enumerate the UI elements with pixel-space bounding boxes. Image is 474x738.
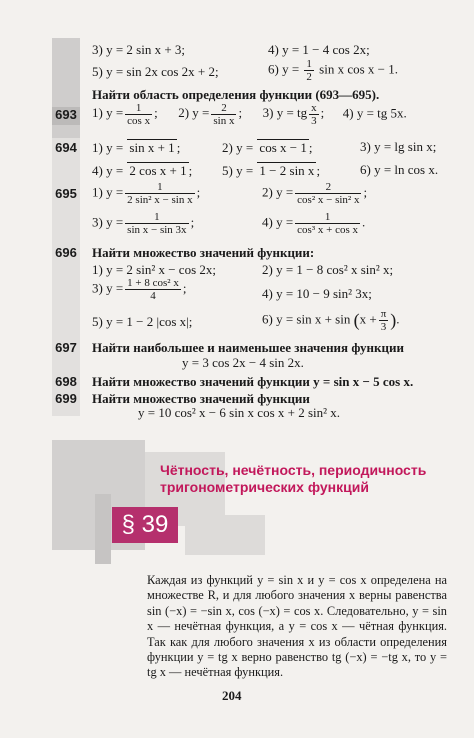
section-decor [185,515,265,555]
ex696-item-6: 6) y = sin x + sin (x + $\frac{\pi}{3}$ ). [262,308,400,333]
ex695-number: 695 [55,186,77,201]
section-decor [95,494,111,564]
ex693-item-3: 3) y = tg $\frac{x}{3}$ ; [262,102,325,127]
ex699-formula: y = 10 cos² x − 6 sin x cos x + 2 sin² x. [138,405,341,420]
ex694-row-2-col3: 6) y = ln cos x. [360,162,439,177]
ex697-text: Найти наибольшее и наименьшее значения функции [92,340,404,355]
ex694-row-1: 1) y = sin x + 1 ; [92,140,181,155]
top-row-1-col1: 3) y = 2 sin x + 3; [92,42,186,57]
ex694-row-2-col2: 5) y = 1 − 2 sin x ; [222,163,321,178]
ex696-item-1: 1) y = 2 sin² x − cos 2x; [92,262,217,277]
ex694-row-1-col3: 3) y = lg sin x; [360,139,437,154]
ex699-text: Найти множество значений функции [92,391,310,406]
top-row-2-col2: 6) y = $\frac{1}{2}$ sin x cos x − 1. [268,58,399,83]
page-number: 204 [222,688,242,703]
top-row-1-col2: 4) y = 1 − 4 cos 2x; [268,42,370,57]
ex696-heading: Найти множество значений функции: [92,245,315,260]
ex697-number: 697 [55,340,77,355]
ex694-row-1-col2: 2) y = cos x − 1 ; [222,140,313,155]
ex694-number: 694 [55,140,77,155]
ex693-number: 693 [52,107,80,125]
ex693-item-1: 1) y = $\frac{1}{\text{cos x}}$ ; [92,102,158,127]
ex698-number: 698 [55,374,77,389]
ex695-row-1-col1: 1) y = $\frac{1}{\text{2 sin² x − sin x}}$ ; [92,181,201,206]
ex693-heading: Найти область определения функции (693—695). [92,87,380,102]
ex696-item-4: 4) y = 10 − 9 sin² 3x; [262,286,372,301]
ex695-row-1-col2: 2) y = $\frac{2}{\text{cos² x − sin² x}}$ ; [262,181,368,206]
ex693-item-2: 2) y = $\frac{2}{\text{sin x}}$ ; [178,102,243,127]
ex696-item-3: 3) y = $\frac{\text{1 + 8 cos² x}}{4}$ ; [92,277,187,302]
ex693-items [92,102,407,127]
ex696-number: 696 [55,245,77,260]
ex699-number: 699 [55,391,77,406]
ex697-formula: y = 3 cos 2x − 4 sin 2x. [182,355,304,370]
ex693-item-4: 4) y = tg 5x. [342,105,407,121]
section-paragraph: Каждая из функций y = sin x и y = cos x определена на множестве R, и для любого значения x верны равенства sin (−x) = −sin x, cos (−x) = cos x. Следовательно, y = sin x — нечётная функция, а y = cos x — чётная функция. Так как для любого значения x из области определения функции y = tg x верно равенство tg (−x) = −tg x, то y = tg x — нечётная функция. [147,573,447,680]
ex696-item-2: 2) y = 1 − 8 cos² x sin² x; [262,262,394,277]
ex695-row-2-col1: 3) y = $\frac{1}{\text{sin x − sin 3x}}$ ; [92,211,195,236]
section-badge: § 39 [112,507,178,543]
ex695-row-2-col2: 4) y = $\frac{1}{\text{cos³ x + cos x}}$ . [262,211,366,236]
top-row-2-col1: 5) y = sin 2x cos 2x + 2; [92,64,219,79]
ex698-text: Найти множество значений функции y = sin x − 5 cos x. [92,374,414,389]
ex694-row-2: 4) y = 2 cos x + 1 ; [92,163,193,178]
ex696-item-5: 5) y = 1 − 2 |cos x|; [92,314,193,329]
section-title: Чётность, нечётность, периодичность тригонометрических функций [160,462,427,495]
